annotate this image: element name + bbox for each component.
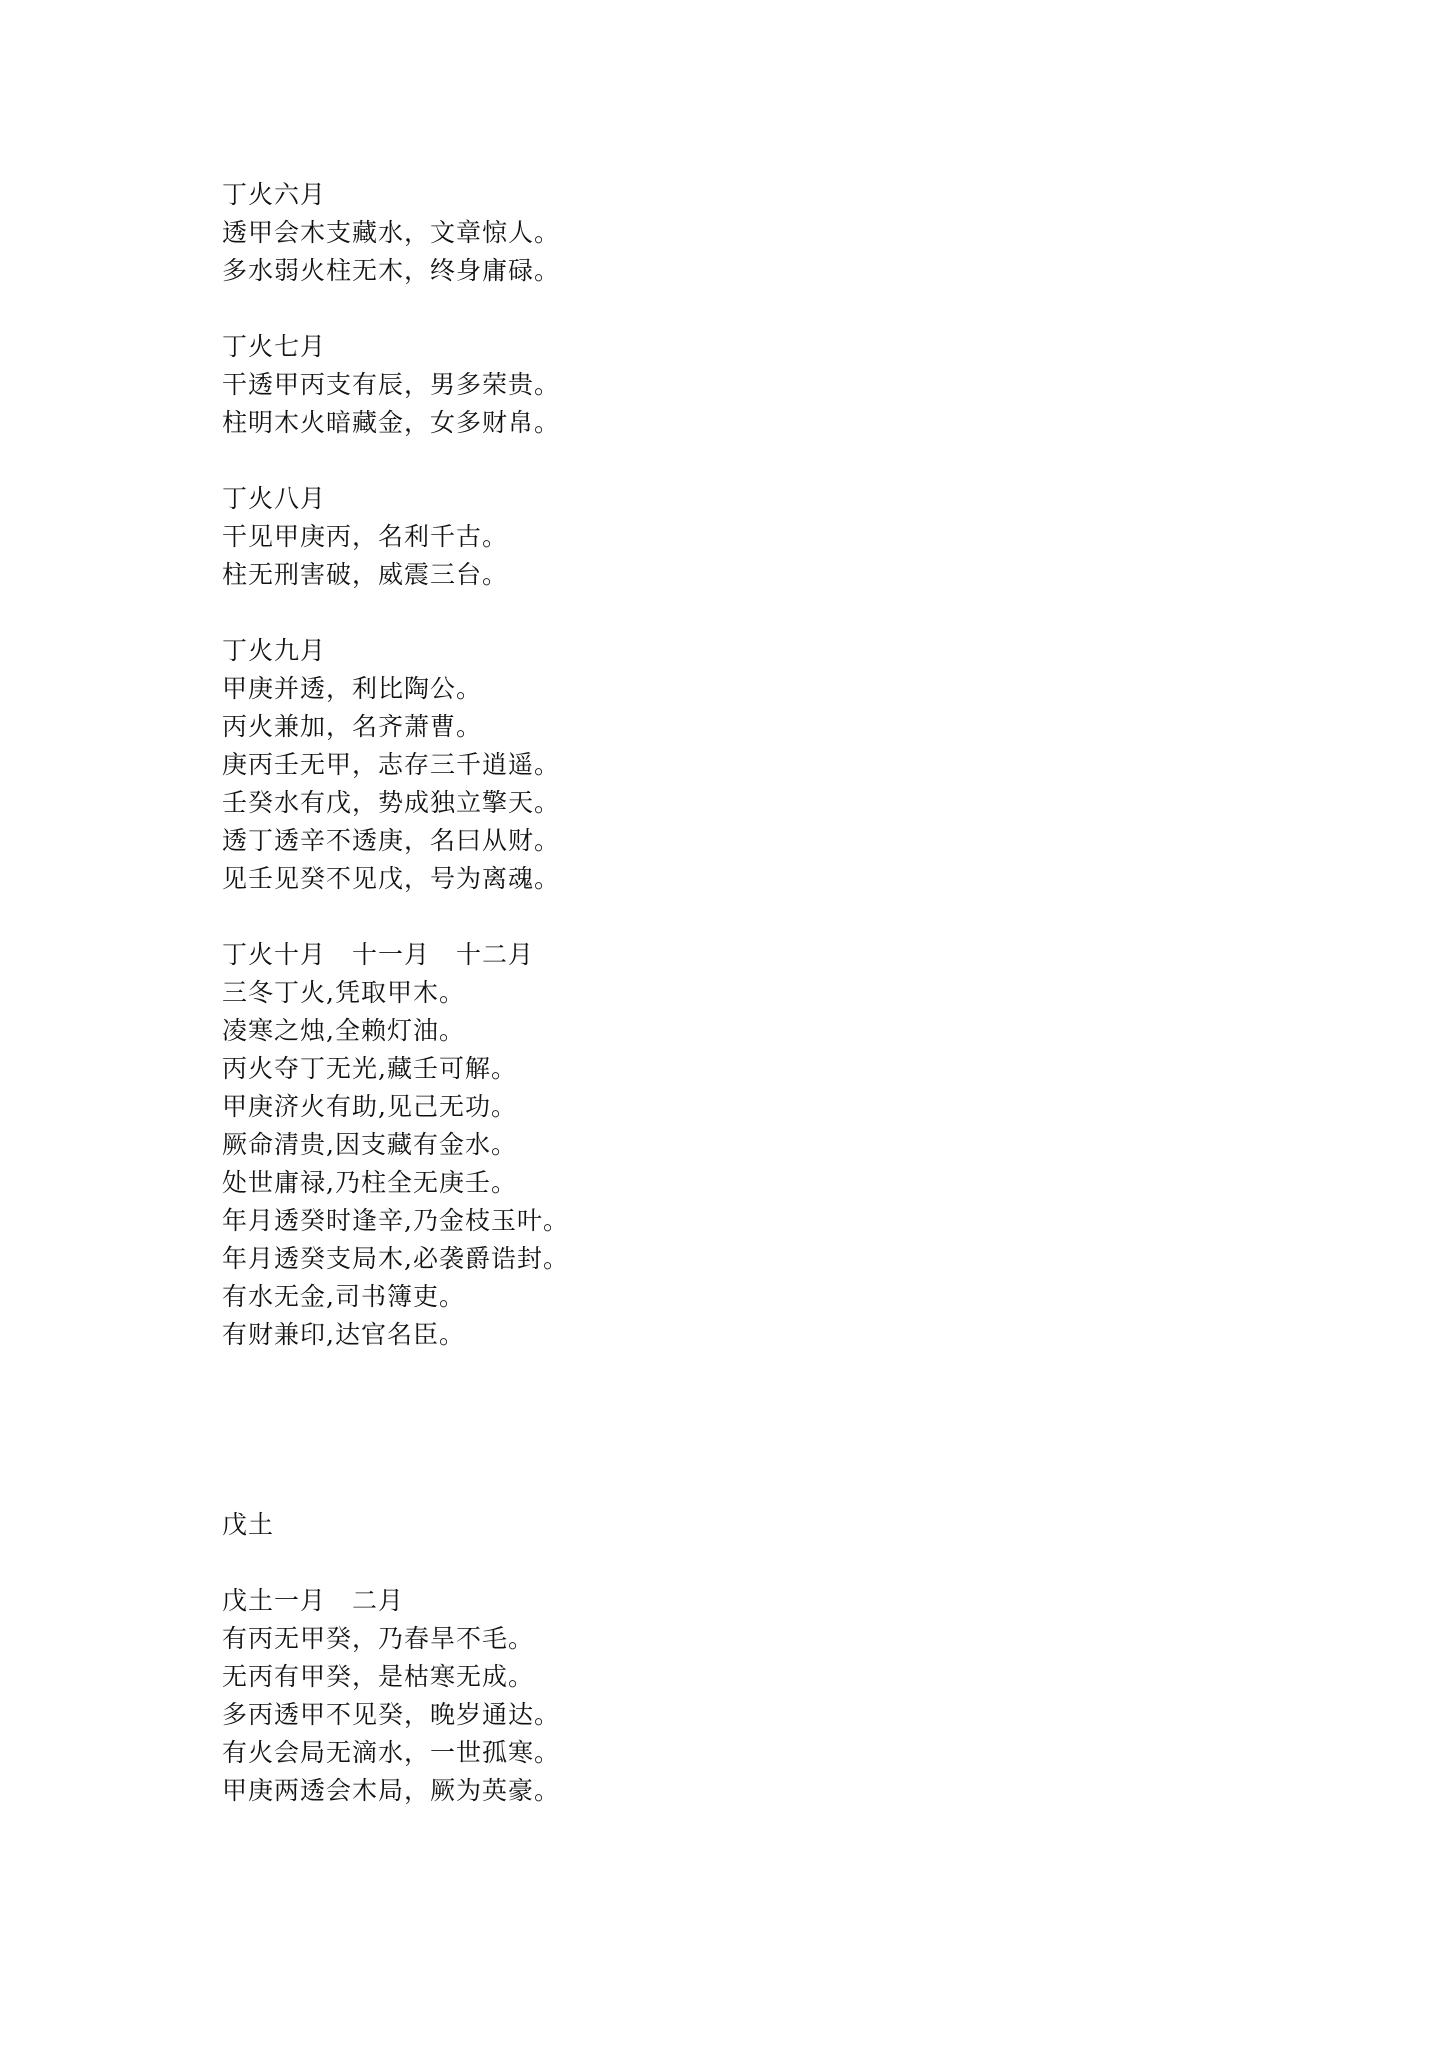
verse-line: 有水无金,司书簿吏。 xyxy=(222,1282,465,1311)
section-heading: 丁火九月 xyxy=(222,636,327,665)
verse-line: 干见甲庚丙，名利千古。 xyxy=(222,522,509,551)
spacer xyxy=(222,1354,1222,1506)
section-heading: 戊土一月 二月 xyxy=(222,1586,405,1615)
verse-line: 多丙透甲不见癸，晚岁通达。 xyxy=(222,1700,561,1729)
section-heading: 丁火六月 xyxy=(222,180,327,209)
verse-line: 有丙无甲癸，乃春旱不毛。 xyxy=(222,1624,535,1653)
document-page xyxy=(222,176,1222,1810)
verse-line: 年月透癸支局木,必袭爵诰封。 xyxy=(222,1244,569,1273)
verse-line: 无丙有甲癸，是枯寒无成。 xyxy=(222,1662,535,1691)
section-ding-huo-8 xyxy=(222,480,1222,594)
verse-line: 甲庚两透会木局，厥为英豪。 xyxy=(222,1776,561,1805)
verse-line: 甲庚并透，利比陶公。 xyxy=(222,674,483,703)
spacer xyxy=(222,594,1222,632)
verse-line: 见壬见癸不见戊，号为离魂。 xyxy=(222,864,561,893)
verse-line: 处世庸禄,乃柱全无庚壬。 xyxy=(222,1168,517,1197)
section-heading: 丁火十月 十一月 十二月 xyxy=(222,940,535,969)
section-ding-huo-10-12 xyxy=(222,936,1222,1354)
section-ding-huo-9 xyxy=(222,632,1222,898)
chapter-wu-tu xyxy=(222,1506,1222,1810)
verse-line: 甲庚济火有助,见己无功。 xyxy=(222,1092,517,1121)
verse-line: 柱无刑害破，威震三台。 xyxy=(222,560,509,589)
section-ding-huo-7 xyxy=(222,328,1222,442)
verse-line: 庚丙壬无甲，志存三千逍遥。 xyxy=(222,750,561,779)
verse-line: 柱明木火暗藏金，女多财帛。 xyxy=(222,408,561,437)
section-ding-huo-6 xyxy=(222,176,1222,290)
spacer xyxy=(222,898,1222,936)
section-heading: 丁火八月 xyxy=(222,484,327,513)
verse-line: 透丁透辛不透庚，名曰从财。 xyxy=(222,826,561,855)
verse-line: 有火会局无滴水，一世孤寒。 xyxy=(222,1738,561,1767)
verse-line: 干透甲丙支有辰，男多荣贵。 xyxy=(222,370,561,399)
verse-line: 厥命清贵,因支藏有金水。 xyxy=(222,1130,517,1159)
verse-line: 有财兼印,达官名臣。 xyxy=(222,1320,465,1349)
verse-line: 壬癸水有戊，势成独立擎天。 xyxy=(222,788,561,817)
verse-line: 凌寒之烛,全赖灯油。 xyxy=(222,1016,465,1045)
verse-line: 丙火兼加，名齐萧曹。 xyxy=(222,712,483,741)
verse-line: 年月透癸时逢辛,乃金枝玉叶。 xyxy=(222,1206,569,1235)
spacer xyxy=(222,1544,1222,1582)
verse-line: 多水弱火柱无木，终身庸碌。 xyxy=(222,256,561,285)
spacer xyxy=(222,442,1222,480)
chapter-title: 戊土 xyxy=(222,1510,275,1539)
verse-line: 丙火夺丁无光,藏壬可解。 xyxy=(222,1054,517,1083)
spacer xyxy=(222,290,1222,328)
section-heading: 丁火七月 xyxy=(222,332,327,361)
verse-line: 三冬丁火,凭取甲木。 xyxy=(222,978,465,1007)
verse-line: 透甲会木支藏水，文章惊人。 xyxy=(222,218,561,247)
